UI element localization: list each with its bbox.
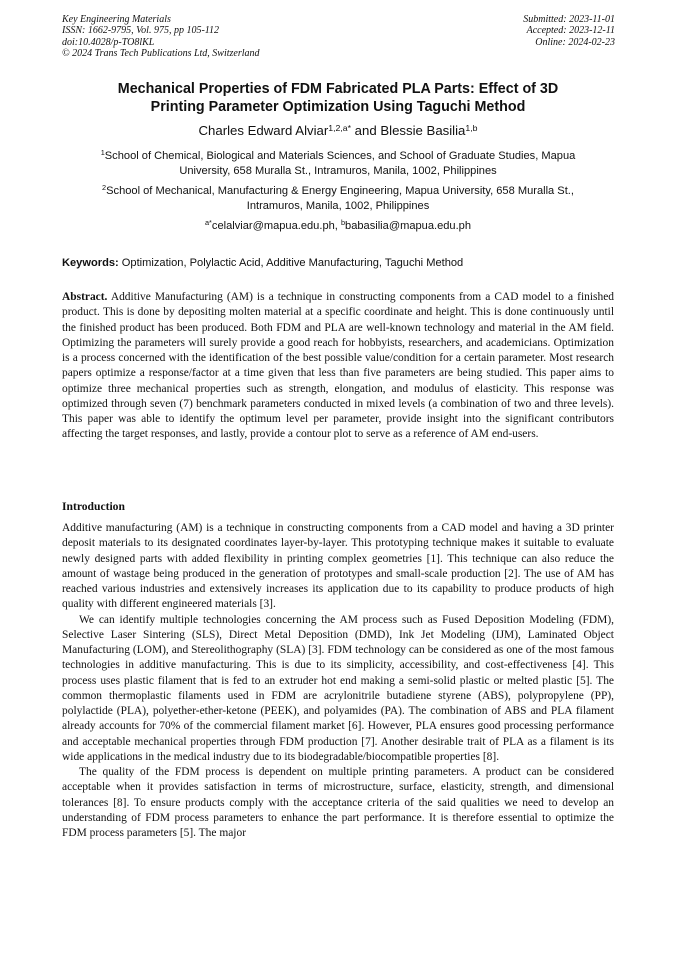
introduction-body bbox=[62, 521, 614, 841]
affiliation-1-number: 1 bbox=[100, 148, 105, 158]
title-line-2: Printing Parameter Optimization Using Taguchi Method bbox=[150, 98, 526, 115]
dates-header bbox=[523, 14, 615, 48]
keywords-text: Optimization, Polylactic Acid, Additive Manufacturing, Taguchi Method bbox=[118, 257, 464, 269]
accepted-date: Accepted: 2023-12-11 bbox=[526, 25, 615, 37]
abstract bbox=[62, 290, 614, 443]
affiliation-1-line-2: University, 658 Muralla St., Intramuros, Manila, 1002, Philippines bbox=[179, 165, 497, 178]
affiliation-2-line-2: Intramuros, Manila, 1002, Philippines bbox=[246, 200, 430, 213]
affiliation-2 bbox=[62, 184, 614, 215]
journal-name: Key Engineering Materials bbox=[62, 14, 171, 25]
author-2-affil: 1,b bbox=[465, 122, 478, 133]
abstract-text: Additive Manufacturing (AM) is a technique in constructing components from a CAD model to a finished product. This is done by depositing molten material at a specific coordinate and height. This is done continuously until the finished product has been produced. Both FDM and PLA are well-known technology and material in the AM field. Optimizing the parameters will surely provide a good reach for hobbyists, researchers, and academicians. Optimization is a process concerned with the identification of the best possible value/condition for a certain parameter. Most research papers optimize a response/factor at a time given that less than five parameters are being studied. This paper aims to optimize three mechanical properties such as strength, elongation, and modulus of elasticity. This response was optimized through seven (7) benchmark parameters conducted in mixed levels (a combination of two and three levels). This paper was able to identify the optimum level per parameter, provide insight into the significant contributors affecting the target responses, and lastly, provide a contour plot to serve as a reference of AM end-users. bbox=[62, 291, 614, 441]
email-1: celalviar@mapua.edu.ph bbox=[211, 220, 335, 232]
affiliation-1-line-1: School of Chemical, Biological and Materials Sciences, and School of Graduate Studies, Mapua bbox=[104, 150, 576, 162]
keywords-label: Keywords: bbox=[62, 257, 119, 269]
author-2: Blessie Basilia bbox=[380, 123, 466, 138]
affiliation-2-line-1: School of Mechanical, Manufacturing & Energy Engineering, Mapua University, 658 Muralla St., bbox=[106, 185, 574, 197]
affiliation-2-number: 2 bbox=[102, 183, 107, 193]
affiliation-1 bbox=[62, 149, 614, 180]
keywords bbox=[62, 256, 614, 270]
author-conjunction: and bbox=[351, 123, 381, 138]
doi: doi:10.4028/p-TO8lKL bbox=[62, 36, 155, 48]
copyright: © 2024 Trans Tech Publications Ltd, Switzerland bbox=[62, 48, 260, 60]
email-separator: , bbox=[334, 220, 341, 232]
author-list bbox=[62, 123, 614, 139]
email-2-marker: b bbox=[340, 218, 346, 228]
paper-title bbox=[62, 81, 614, 116]
intro-paragraph-3: The quality of the FDM process is dependent on multiple printing parameters. A product can be considered acceptable when it provides satisfaction in terms of microstructure, surface, elasticity, strength, and dimensional tolerances [8]. To ensure products comply with the acceptance criteria of the said qualities we need to develop an understanding of FDM process parameters to enhance the part performance. It is therefore essential to optimize the FDM process parameters [5]. The major bbox=[62, 766, 614, 839]
issn-volume: ISSN: 1662-9795, Vol. 975, pp 105-112 bbox=[62, 25, 220, 37]
author-1-affil: 1,2,a* bbox=[328, 122, 351, 133]
introduction-heading: Introduction bbox=[62, 500, 125, 513]
email-2: babasilia@mapua.edu.ph bbox=[345, 220, 472, 232]
author-emails bbox=[62, 219, 614, 234]
online-date: Online: 2024-02-23 bbox=[535, 36, 615, 48]
submitted-date: Submitted: 2023-11-01 bbox=[523, 14, 615, 25]
intro-paragraph-2: We can identify multiple technologies concerning the AM process such as Fused Deposition Modeling (FDM), Selective Laser Sintering (SLS), Direct Metal Deposition (DMD), Ink Jet Modeling (IJM), Laminated Object Manufacturing (LOM), and Stereolithography (SLA) [3]. FDM technology can be considered as one of the most famous technologies in additive manufacturing. This is due to its simplicity, accessibility, and cost-effectiveness [4]. This process uses plastic filament that is fed to an extruder hot end making a semi-solid plastic or melted plastic [5]. The common thermoplastic filaments used in FDM are acrylonitrile butadiene styrene (ABS), polypropylene (PP), polylactide (PLA), polyether-ether-ketone (PEEK), and polyamides (PA). The combination of ABS and PLA filament already accounts for 70% of the commercial filament market [6]. However, PLA ensures good processing performance and acceptable mechanical properties through FDM production [7]. Another desirable trait of PLA as a filament is its wide applications in the medical industry due to its biodegradable/biocompatible properties [8]. bbox=[62, 613, 614, 763]
journal-header bbox=[62, 14, 260, 60]
intro-paragraph-1: Additive manufacturing (AM) is a technique in constructing components from a CAD model and having a 3D printer deposit materials to its designated coordinates layer-by-layer. This prototyping technique makes it suitable to evaluate newly designed parts with added flexibility in printing complex geometries [1]. This technique can also reduce the amount of wastage being produced in the generation of prototypes and small-scale production [2]. The use of AM has reached various industries and extensively increases its application due to its capability to produce products of high quality with different engineered materials [3]. bbox=[62, 522, 614, 611]
title-line-1: Mechanical Properties of FDM Fabricated PLA Parts: Effect of 3D bbox=[117, 81, 559, 97]
abstract-label: Abstract. bbox=[62, 291, 108, 303]
author-1: Charles Edward Alviar bbox=[198, 123, 329, 138]
email-1-marker: a* bbox=[204, 218, 212, 228]
